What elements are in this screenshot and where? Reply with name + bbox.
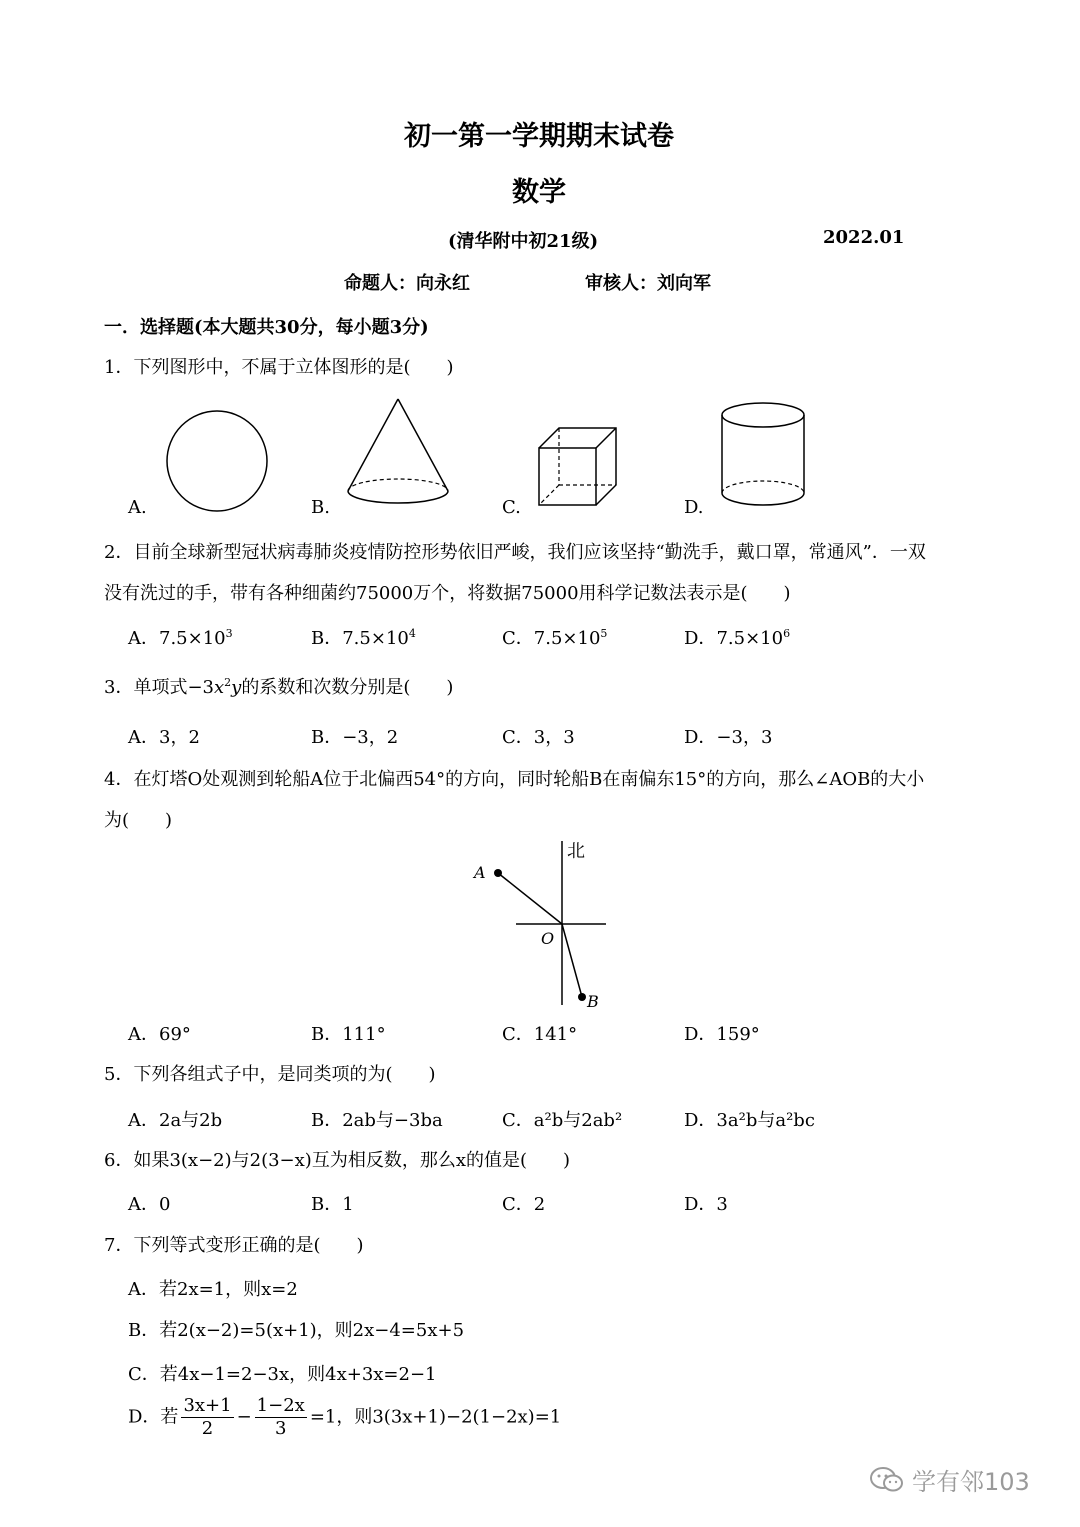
q4-option-c[interactable]: C．141° — [502, 1024, 578, 1045]
q5-option-b[interactable]: B．2ab与−3ba — [311, 1110, 443, 1131]
q3-option-d[interactable]: D．−3，3 — [684, 727, 773, 748]
question-4-stem-line1: 4．在灯塔O处观测到轮船A位于北偏西54°的方向，同时轮船B在南偏东15°的方向，那么∠AOB的大小 — [104, 769, 925, 790]
cube-shape — [539, 428, 616, 505]
q1-option-b[interactable]: B. — [311, 497, 330, 518]
subject-title: 数学 — [512, 177, 566, 208]
q3-option-a[interactable]: A．3，2 — [128, 727, 200, 748]
page-title: 初一第一学期期末试卷 — [404, 121, 674, 152]
reviewer-label: 审核人：刘向军 — [585, 273, 711, 294]
question-2-stem-line2: 没有洗过的手，带有各种细菌约75000万个，将数据75000用科学记数法表示是( ) — [104, 583, 791, 604]
question-4-stem-line2: 为( ) — [104, 810, 173, 831]
q6-option-d[interactable]: D．3 — [684, 1194, 728, 1215]
q5-option-c[interactable]: C．a²b与2ab² — [502, 1110, 623, 1131]
section-heading: 一．选择题(本大题共30分，每小题3分) — [104, 317, 429, 338]
school-label: (清华附中初21级) — [448, 231, 599, 252]
question-6-stem: 6．如果3(x−2)与2(3−x)互为相反数，那么x的值是( ) — [104, 1150, 571, 1171]
q1-option-d[interactable]: D. — [684, 497, 704, 518]
q1-option-c[interactable]: C. — [502, 497, 521, 518]
point-a-label: A — [474, 863, 486, 882]
question-2-stem-line1: 2．目前全球新型冠状病毒肺炎疫情防控形势依旧严峻，我们应该坚持“勤洗手，戴口罩，常通风”．一双 — [104, 542, 926, 563]
exam-date: 2022.01 — [823, 227, 905, 248]
point-o-label: O — [541, 929, 555, 948]
q4-option-b[interactable]: B．111° — [311, 1024, 386, 1045]
q7-option-b[interactable]: B．若2(x−2)=5(x+1)，则2x−4=5x+5 — [128, 1320, 465, 1341]
q1-option-a[interactable]: A. — [128, 497, 147, 518]
q5-option-d[interactable]: D．3a²b与a²bc — [684, 1110, 815, 1131]
q7-option-a[interactable]: A．若2x=1，则x=2 — [128, 1279, 298, 1300]
q6-option-a[interactable]: A．0 — [128, 1194, 171, 1215]
fraction-2: $\frac{1-2x}{3}$ — [256, 1395, 305, 1439]
bearing-diagram — [0, 835, 1080, 1015]
question-3-stem: 3．单项式$-3x^2y$的系数和次数分别是( ) — [104, 676, 454, 698]
fraction-1: $\frac{3x+1}{2}$ — [183, 1395, 232, 1439]
q3-option-c[interactable]: C．3，3 — [502, 727, 575, 748]
q2-option-a[interactable]: A．$7.5\times 10^3$ — [128, 627, 233, 649]
q6-option-c[interactable]: C．2 — [502, 1194, 546, 1215]
north-label: 北 — [567, 841, 585, 862]
author-label: 命题人：向永红 — [344, 273, 470, 294]
question-5-stem: 5．下列各组式子中，是同类项的为( ) — [104, 1064, 436, 1085]
q6-option-b[interactable]: B．1 — [311, 1194, 354, 1215]
q2-option-c[interactable]: C．$7.5\times 10^5$ — [502, 627, 608, 649]
q3-option-b[interactable]: B．−3，2 — [311, 727, 399, 748]
watermark — [870, 1462, 1030, 1497]
q5-option-a[interactable]: A．2a与2b — [128, 1110, 223, 1131]
cone-shape — [348, 399, 448, 503]
q7-option-d[interactable]: D．若 $\frac{3x+1}{2}$ − $\frac{1-2x}{3}$ =1，则3(3x+1)−2(1−2x)=1 — [128, 1395, 562, 1439]
q7-option-c[interactable]: C．若4x−1=2−3x，则4x+3x=2−1 — [128, 1364, 437, 1385]
q2-option-d[interactable]: D．$7.5\times 10^6$ — [684, 627, 791, 649]
q1-figures — [0, 395, 1080, 525]
watermark-text: 学有邻103 — [912, 1468, 1030, 1496]
q4-option-d[interactable]: D．159° — [684, 1024, 760, 1045]
question-7-stem: 7．下列等式变形正确的是( ) — [104, 1235, 364, 1256]
q4-option-a[interactable]: A．69° — [128, 1024, 191, 1045]
question-1-stem: 1．下列图形中，不属于立体图形的是( ) — [104, 357, 454, 378]
circle-shape — [167, 411, 267, 511]
wechat-icon — [870, 1466, 904, 1494]
q2-option-b[interactable]: B．$7.5\times 10^4$ — [311, 627, 416, 649]
point-b-label: B — [587, 992, 599, 1011]
cylinder-shape — [722, 403, 804, 505]
